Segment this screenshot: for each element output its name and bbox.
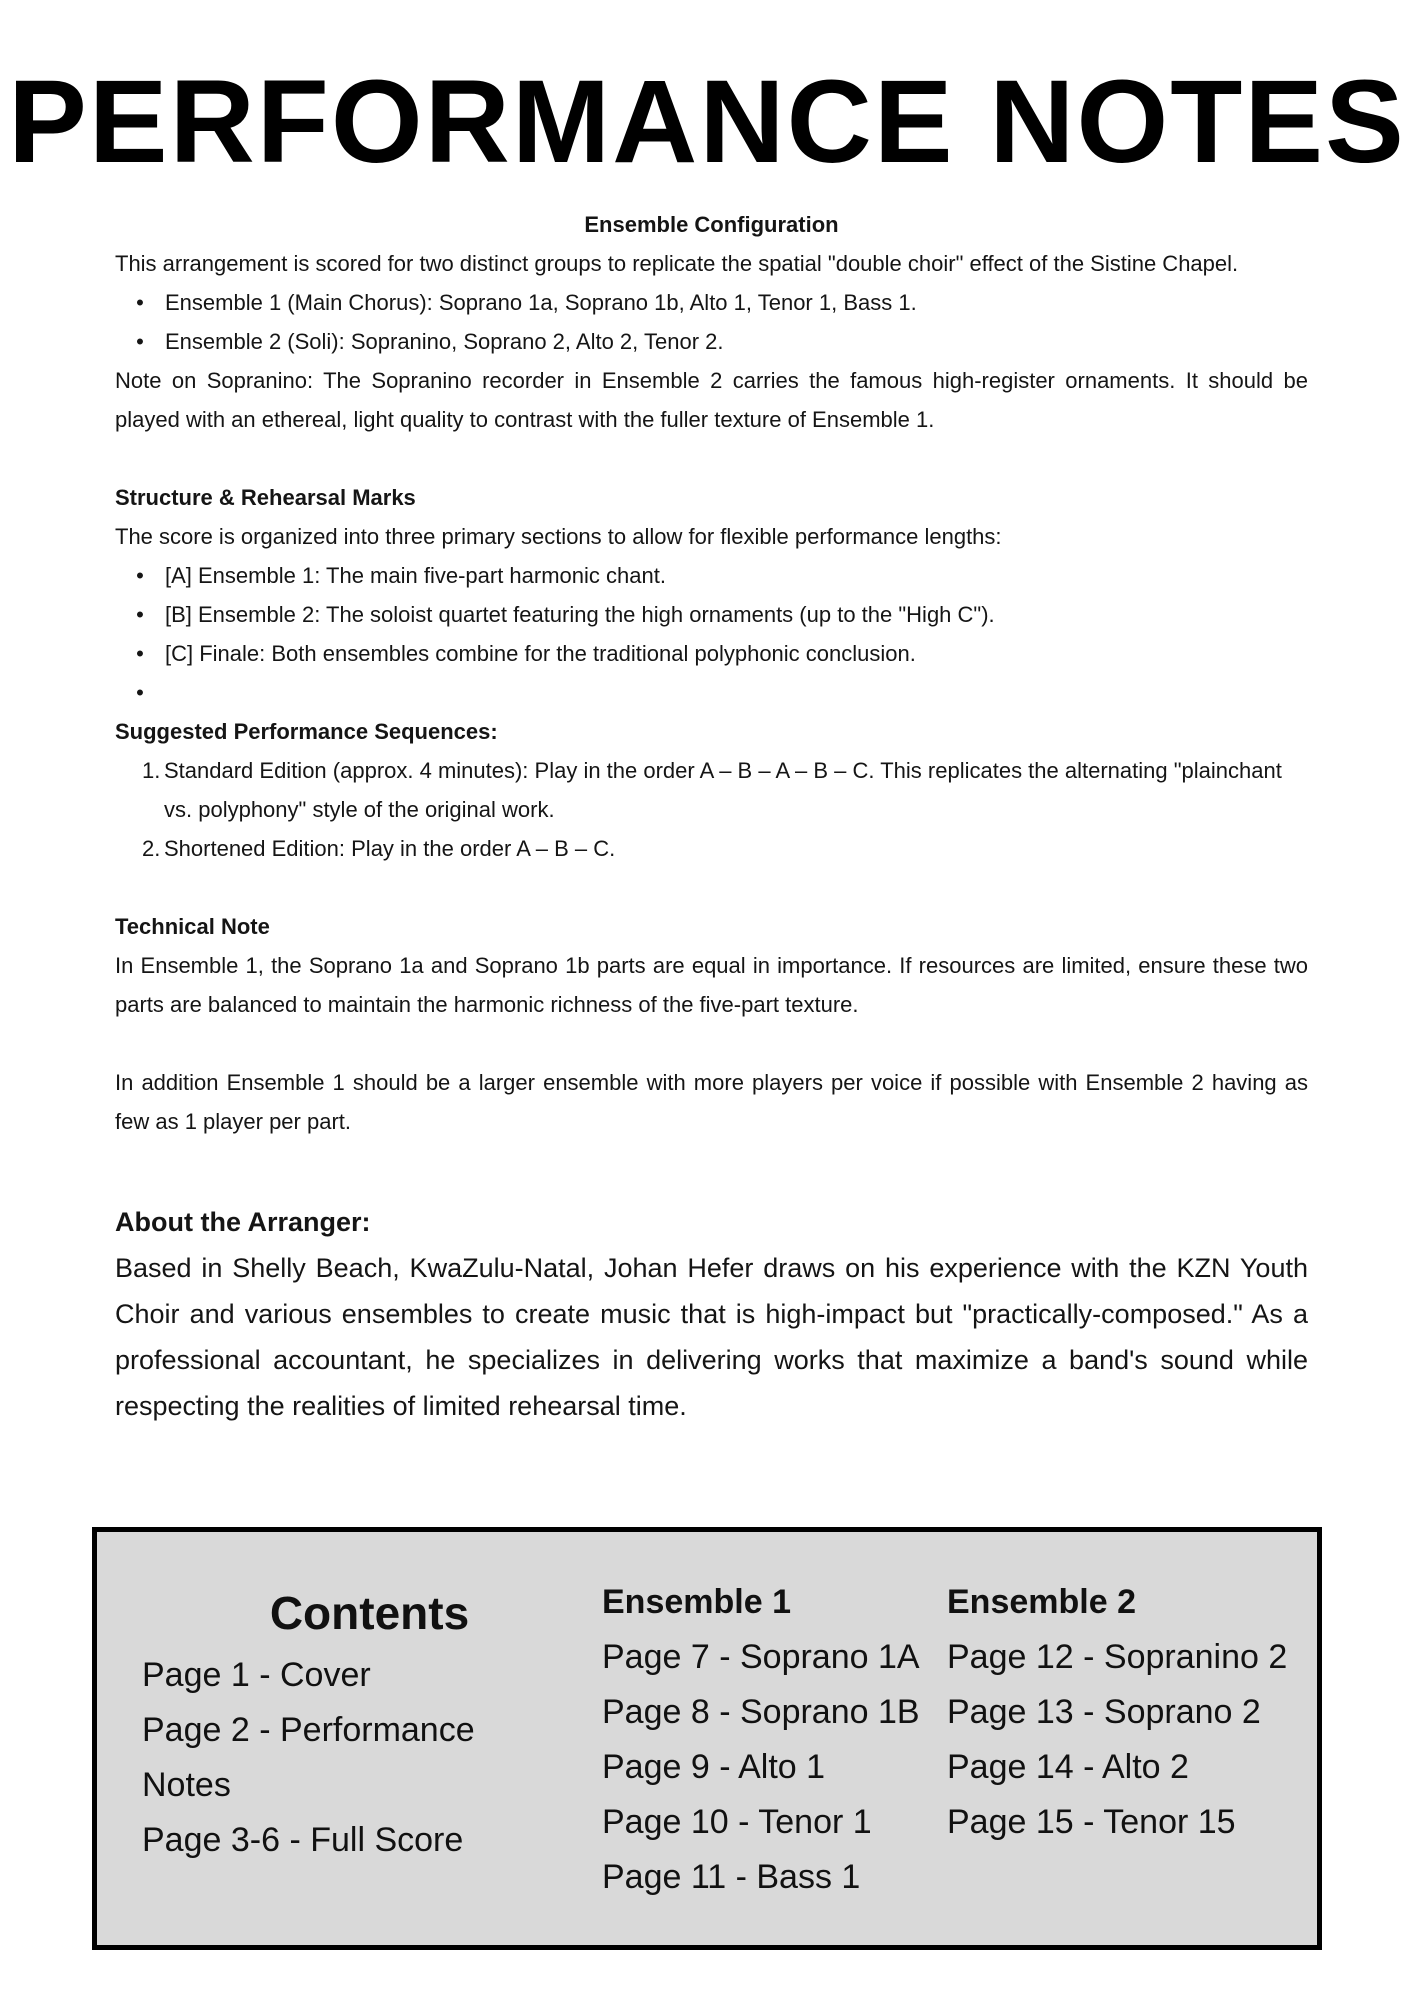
structure-heading: Structure & Rehearsal Marks bbox=[115, 485, 416, 510]
contents-item: Page 3-6 - Full Score bbox=[142, 1821, 464, 1859]
contents-item: Page 11 - Bass 1 bbox=[602, 1858, 861, 1896]
bullet-icon: • bbox=[136, 602, 144, 627]
list-item-empty bbox=[133, 673, 1308, 712]
ensemble2-heading: Ensemble 2 bbox=[947, 1583, 1136, 1621]
technical-para-2: In addition Ensemble 1 should be a larger ensemble with more players per voice if possible with Ensemble 2 having as few as 1 player per part. bbox=[115, 1070, 1308, 1134]
list-item: • Ensemble 1 (Main Chorus): Soprano 1a, Soprano 1b, Alto 1, Tenor 1, Bass 1. bbox=[133, 283, 1308, 322]
ensemble-config-heading: Ensemble Configuration bbox=[584, 212, 839, 237]
list-item: 2. Shortened Edition: Play in the order A – B – C. bbox=[142, 836, 616, 861]
bullet-icon: • bbox=[136, 641, 144, 666]
list-item: • [B] Ensemble 2: The soloist quartet featuring the high ornaments (up to the "High C"). bbox=[133, 595, 1308, 634]
bullet-icon: • bbox=[136, 329, 144, 354]
ensemble1-heading: Ensemble 1 bbox=[602, 1583, 791, 1621]
about-text: Based in Shelly Beach, KwaZulu-Natal, Johan Hefer draws on his experience with the KZN Youth Choir and various ensembles to create music that is high-impact but "practically-composed." As a professional accountant, he specializes in delivering works that maximize a band's sound while respecting the realities of limited rehearsal time. bbox=[115, 1253, 1308, 1421]
spacer bbox=[115, 1141, 1308, 1199]
list-item: • [A] Ensemble 1: The main five-part harmonic chant. bbox=[133, 556, 1308, 595]
contents-item: Page 9 - Alto 1 bbox=[602, 1748, 826, 1786]
notes-body bbox=[115, 205, 1308, 1429]
contents-item: Page 15 - Tenor 15 bbox=[947, 1803, 1236, 1841]
spacer bbox=[115, 439, 1308, 478]
structure-list bbox=[115, 556, 1308, 712]
contents-ensemble2-column bbox=[947, 1575, 1307, 1850]
list-item: • Ensemble 2 (Soli): Sopranino, Soprano 2, Alto 2, Tenor 2. bbox=[133, 322, 1308, 361]
sequences-list bbox=[115, 751, 1308, 868]
bullet-icon: • bbox=[136, 290, 144, 315]
bullet-icon: • bbox=[136, 680, 144, 705]
contents-item: Page 12 - Sopranino 2 bbox=[947, 1638, 1288, 1676]
contents-general-column bbox=[142, 1578, 562, 1868]
about-heading: About the Arranger: bbox=[115, 1207, 371, 1237]
ensemble-config-intro: This arrangement is scored for two distinct groups to replicate the spatial "double choir" effect of the Sistine Chapel. bbox=[115, 251, 1239, 276]
structure-intro: The score is organized into three primary sections to allow for flexible performance lengths: bbox=[115, 524, 1002, 549]
contents-ensemble1-column bbox=[602, 1575, 942, 1905]
ensemble-list bbox=[115, 283, 1308, 361]
list-item: 1. Standard Edition (approx. 4 minutes): Play in the order A – B – A – B – C. This replicates the alternating "plainchant vs. polyphony" style of the original work. bbox=[142, 758, 1282, 822]
contents-box bbox=[92, 1527, 1322, 1950]
page-title: PERFORMANCE NOTES bbox=[8, 56, 1406, 188]
contents-item: Page 7 - Soprano 1A bbox=[602, 1638, 920, 1676]
contents-item: Page 8 - Soprano 1B bbox=[602, 1693, 920, 1731]
contents-heading: Contents bbox=[269, 1587, 470, 1639]
technical-para-1: In Ensemble 1, the Soprano 1a and Soprano 1b parts are equal in importance. If resources are limited, ensure these two parts are balanced to maintain the harmonic richness of the five-part texture. bbox=[115, 953, 1308, 1017]
contents-item: Page 10 - Tenor 1 bbox=[602, 1803, 872, 1841]
contents-item: Page 1 - Cover bbox=[142, 1656, 371, 1694]
list-item: • [C] Finale: Both ensembles combine for the traditional polyphonic conclusion. bbox=[133, 634, 1308, 673]
spacer bbox=[115, 868, 1308, 907]
sopranino-note: Note on Sopranino: The Sopranino recorder in Ensemble 2 carries the famous high-register ornaments. It should be played with an ethereal, light quality to contrast with the fuller texture of Ensemble 1. bbox=[115, 368, 1308, 432]
spacer bbox=[115, 1024, 1308, 1063]
technical-heading: Technical Note bbox=[115, 914, 270, 939]
contents-item: Page 14 - Alto 2 bbox=[947, 1748, 1189, 1786]
contents-item: Page 2 - Performance Notes bbox=[142, 1711, 475, 1804]
contents-item: Page 13 - Soprano 2 bbox=[947, 1693, 1261, 1731]
sequences-heading: Suggested Performance Sequences: bbox=[115, 719, 498, 744]
bullet-icon: • bbox=[136, 563, 144, 588]
